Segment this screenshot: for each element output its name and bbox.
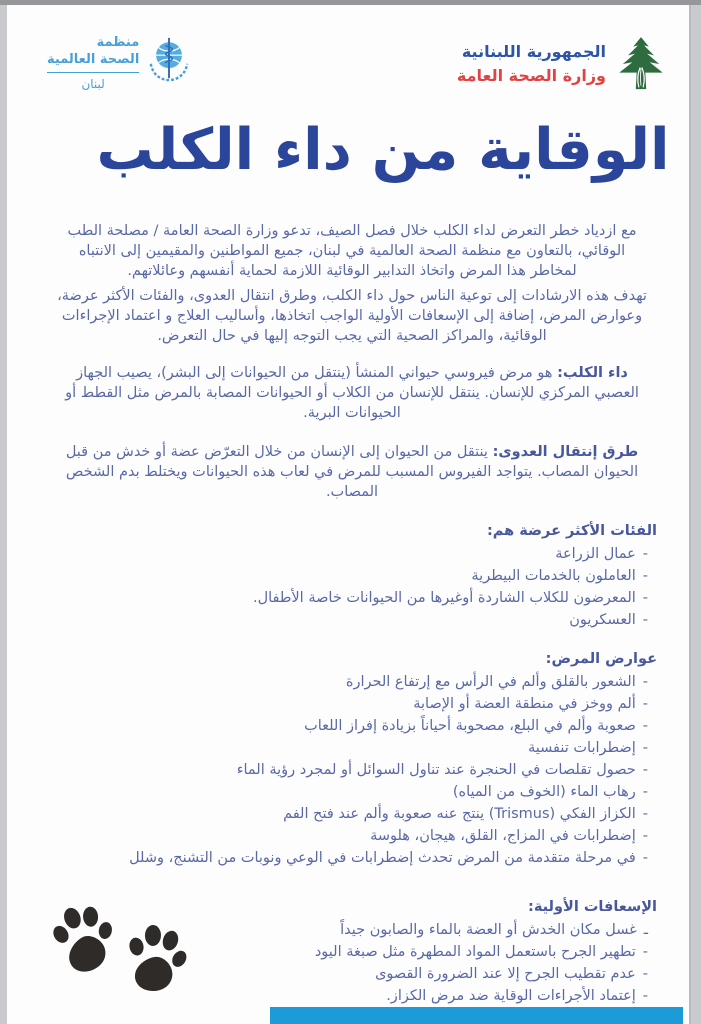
bullet-dash: - <box>642 943 648 960</box>
list-item-text: تطهير الجرح باستعمل المواد المطهرة مثل صبغة اليود <box>314 943 636 960</box>
list-item-text: العاملون بالخدمات البيطرية <box>471 567 636 584</box>
who-name-line2: الصحة العالمية <box>47 51 140 67</box>
moph-line2: وزارة الصحة العامة <box>456 66 606 85</box>
who-emblem-icon <box>146 35 192 83</box>
intro-paragraph-1: مع ازدياد خطر التعرض لداء الكلب خلال فصل الصيف، تدعو وزارة الصحة العامة / مصلحة الطب الوقائي، بالتعاون مع منظمة الصحة العالمية في لبنان، جميع المواطنين والمقيمين إلى الانتباه لمخاطر هذا المرض واتخاذ التدابير الوقائية اللازمة لحماية أنفسهم وعائلاتهم. <box>67 223 637 279</box>
list-item-text: عمال الزراعة <box>555 545 636 562</box>
who-name-line1: منظمة <box>96 35 140 50</box>
list-item <box>47 715 657 737</box>
definition-paragraph <box>56 364 648 424</box>
bullet-dash: - <box>642 783 648 800</box>
bullet-dash: - <box>642 987 648 1004</box>
moph-text <box>457 40 606 88</box>
bullet-dash: - <box>642 567 648 584</box>
list-item <box>47 847 657 869</box>
list-item <box>47 781 657 803</box>
bullet-dash: - <box>642 965 648 982</box>
list-item-text: الكزاز الفكي (Trismus) ينتج عنه صعوبة وألم عند فتح الفم <box>283 805 636 822</box>
symptoms-heading: عوارض المرض: <box>545 650 657 667</box>
list-item-text: إعتماد الأجراءات الوقاية ضد مرض الكزاز. <box>386 987 636 1004</box>
bullet-dash: - <box>642 717 648 734</box>
list-item-text: الشعور بالقلق وألم في الرأس مع إرتفاع الحرارة <box>345 673 636 690</box>
who-text <box>47 35 139 91</box>
definition-text: هو مرض فيروسي حيواني المنشأ (ينتقل من الحيوانات إلى البشر)، يصيب الجهاز العصبي المركزي للإنسان. ينتقل للإنسان من الكلاب أو الحيوانات المصابة بالمرض مثل القطط أو الحيوانات البرية. <box>65 365 639 422</box>
bullet-dash: - <box>642 545 648 562</box>
list-item-text: رهاب الماء (الخوف من المياه) <box>452 783 636 800</box>
header <box>7 5 689 93</box>
bullet-dash: - <box>642 673 648 690</box>
list-item <box>47 543 657 565</box>
list-item <box>47 759 657 781</box>
bullet-dash: - <box>642 761 648 778</box>
transmission-text: ينتقل من الحيوان إلى الإنسان من خلال التعرّض عضة أو خدش من قبل الحيوان المصاب. يتواجد الفيروس المسبب للمرض في لعاب هذه الحيوانات ويختلط بدم الشخص المصاب. <box>65 443 639 500</box>
list-item-text: إضطرابات في المزاج، القلق، هيجان، هلوسة <box>370 827 636 844</box>
list-item-text: عدم تقطيب الجرح إلا عند الضرورة القصوى <box>375 965 636 982</box>
moph-line1: الجمهورية اللبنانية <box>461 42 606 61</box>
transmission-lead: طرق إنتقال العدوى: <box>492 443 639 460</box>
cedar-tree-icon <box>615 35 667 93</box>
bullet-dash: - <box>642 739 648 756</box>
first-aid-heading: الإسعافات الأولية: <box>528 898 657 915</box>
moph-logo <box>457 35 667 93</box>
bullet-dash: - <box>642 611 648 628</box>
who-logo <box>47 35 192 91</box>
bullet-dash: - <box>642 849 648 866</box>
bullet-dash: - <box>642 827 648 844</box>
risk-groups-list <box>47 543 657 631</box>
list-item <box>47 609 657 631</box>
list-item-text: غسل مكان الخدش أو العضة بالماء والصابون جيداً <box>340 921 637 938</box>
list-item-text: إضطرابات تنفسية <box>527 739 636 756</box>
list-item <box>47 693 657 715</box>
body-copy <box>7 222 689 1006</box>
list-item-text: حصول تقلصات في الحنجرة عند تناول السوائل أو لمجرد رؤية الماء <box>236 761 636 778</box>
who-name <box>47 35 139 73</box>
footer-bar <box>270 1007 683 1024</box>
definition-lead: داء الكلب: <box>557 365 628 382</box>
bullet-dash: ـ <box>643 921 648 938</box>
bullet-dash: - <box>642 695 648 712</box>
list-item <box>47 737 657 759</box>
section-symptoms <box>47 651 657 869</box>
transmission-paragraph <box>56 443 648 503</box>
symptoms-list <box>47 671 657 869</box>
who-country-label: لبنان <box>81 76 105 91</box>
paw-print-icon <box>121 919 192 1000</box>
document-page <box>7 5 691 1024</box>
list-item-text: صعوبة وألم في البلع، مصحوبة أحياناً بزيادة إفراز اللعاب <box>304 717 636 734</box>
list-item <box>47 803 657 825</box>
page-title: الوقاية من داء الكلب <box>96 117 670 183</box>
intro-paragraph-2: تهدف هذه الارشادات إلى توعية الناس حول داء الكلب، وطرق انتقال العدوى، والفئات الأكثر عرضة، وعوارض المرض، إضافة إلى الإسعافات الأولية الواجب اتخاذها، وأساليب العلاج و اعتماد الإجراءات الوقائية، والمراكز الصحية التي يجب التوجه إليها في حال التعرض. <box>57 287 647 344</box>
list-item <box>47 825 657 847</box>
risk-groups-heading: الفئات الأكثر عرضة هم: <box>486 522 657 539</box>
list-item <box>47 671 657 693</box>
list-item-text: ألم ووخز في منطقة العضة أو الإصابة <box>413 695 636 712</box>
bullet-dash: - <box>642 589 648 606</box>
section-risk-groups <box>47 523 657 631</box>
list-item <box>47 587 657 609</box>
list-item-text: في مرحلة متقدمة من المرض تحدث إضطرابات في الوعي ونوبات من التشنج، وشلل <box>129 849 636 866</box>
list-item <box>47 565 657 587</box>
list-item-text: العسكريون <box>569 611 636 628</box>
bullet-dash: - <box>642 805 648 822</box>
list-item-text: المعرضون للكلاب الشاردة أوغيرها من الحيوانات خاصة الأطفال. <box>252 589 636 606</box>
